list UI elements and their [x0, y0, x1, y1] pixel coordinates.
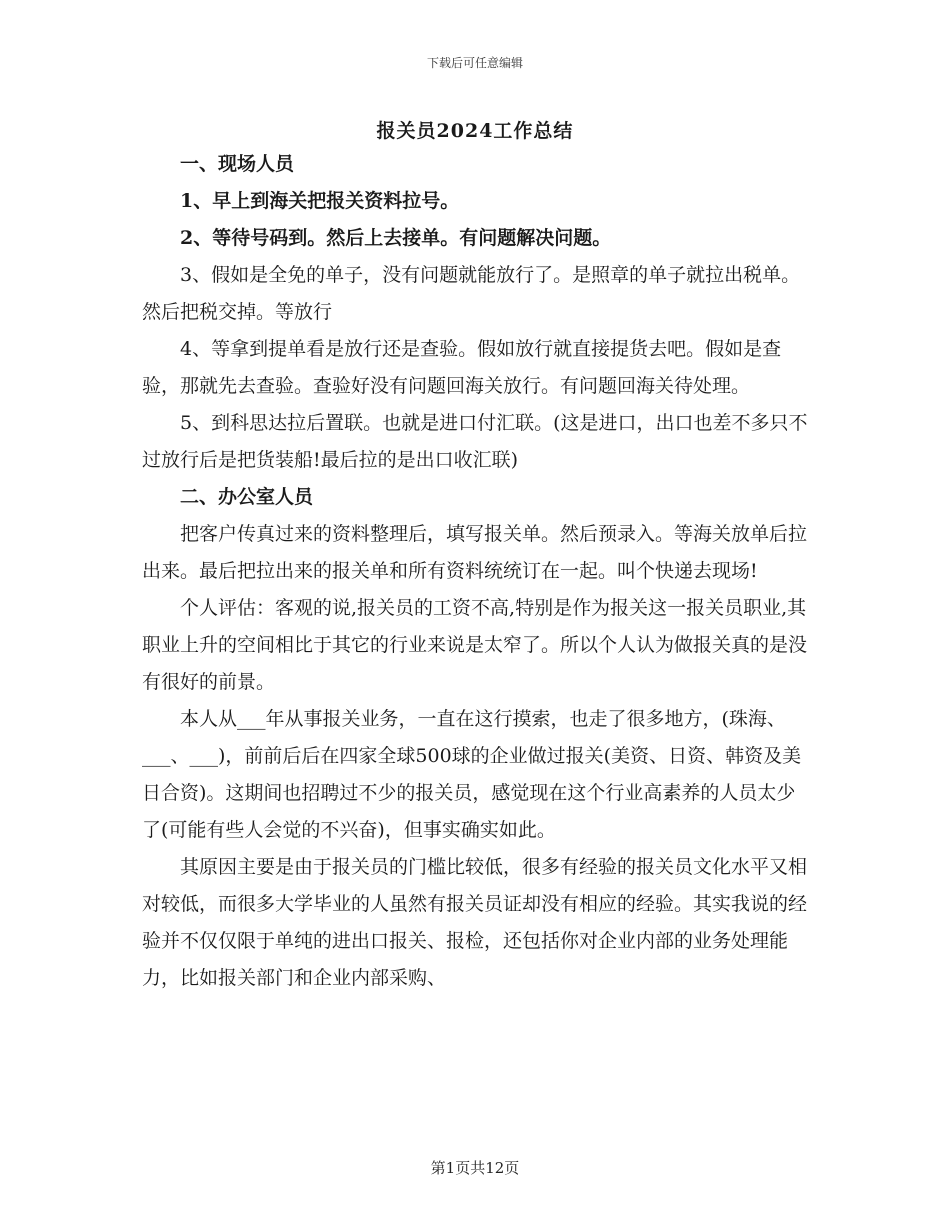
section-heading-office: 二、办公室人员 [180, 486, 314, 508]
paragraph-step-3: 3、假如是全免的单子，没有问题就能放行了。是照章的单子就拉出税单。然后把税交掉。等放行 [142, 264, 801, 323]
document-title: 报关员2024工作总结 [376, 120, 574, 142]
paragraph-experience: 本人从___年从事报关业务，一直在这行摸索，也走了很多地方，(珠海、___、___)，前前后后在四家全球500球的企业做过报关(美资、日资、韩资及美日合资)。这期间也招聘过不少的报关员，感觉现在这个行业高素养的人员太少了(可能有些人会觉的不兴奋)，但事实确实如此。 [142, 708, 802, 841]
paragraph-step-4: 4、等拿到提单看是放行还是查验。假如放行就直接提货去吧。假如是查验，那就先去查验。查验好没有问题回海关放行。有问题回海关待处理。 [142, 338, 782, 397]
paragraph-reasons: 其原因主要是由于报关员的门槛比较低，很多有经验的报关员文化水平又相对较低，而很多大学毕业的人虽然有报关员证却没有相应的经验。其实我说的经验并不仅仅限于单纯的进出口报关、报检，还包括你对企业内部的业务处理能力，比如报关部门和企业内部采购、 [142, 856, 808, 989]
section-heading-onsite: 一、现场人员 [180, 153, 295, 175]
paragraph-step-2: 2、等待号码到。然后上去接单。有问题解决问题。 [180, 227, 612, 249]
paragraph-office-work: 把客户传真过来的资料整理后，填写报关单。然后预录入。等海关放单后拉出来。最后把拉出来的报关单和所有资料统统订在一起。叫个快递去现场! [142, 523, 808, 582]
paragraph-personal-assessment: 个人评估：客观的说,报关员的工资不高,特别是作为报关这一报关员职业,其职业上升的空间相比于其它的行业来说是太窄了。所以个人认为做报关真的是没有很好的前景。 [142, 597, 808, 693]
document-body [142, 146, 810, 997]
header-note: 下载后可任意编辑 [426, 56, 523, 70]
paragraph-step-1: 1、早上到海关把报关资料拉号。 [180, 190, 460, 212]
page-footer: 第1页共12页 [430, 1159, 520, 1177]
paragraph-step-5: 5、到科思达拉后置联。也就是进口付汇联。(这是进口，出口也差不多只不过放行后是把货装船!最后拉的是出口收汇联) [142, 412, 808, 471]
